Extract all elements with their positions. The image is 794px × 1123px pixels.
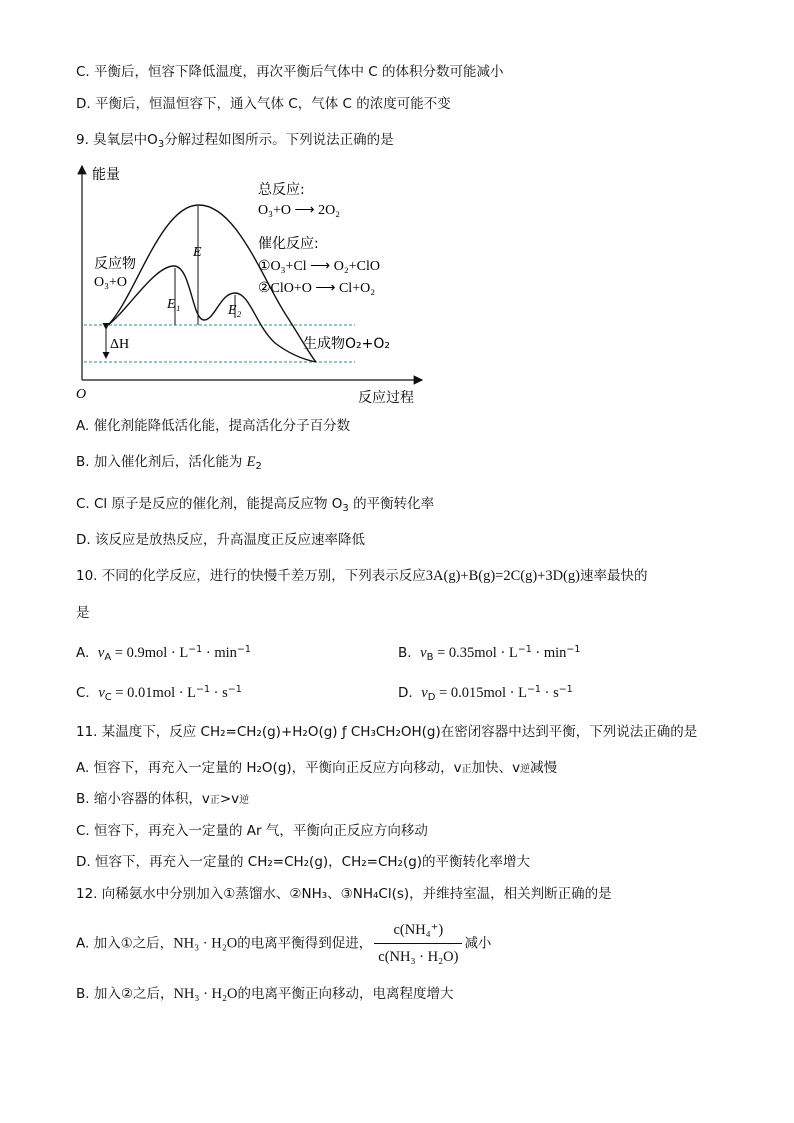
q11-option-a: A. 恒容下，再充入一定量的 H₂O(g)，平衡向正反应方向移动，v正加快、v逆减慢 bbox=[76, 760, 558, 776]
product-label: 生成物O₂+O₂ bbox=[303, 336, 390, 352]
catalysis-step-2: ②ClO+O ⟶ Cl+O₂ bbox=[258, 281, 376, 296]
q9-stem: 9. 臭氧层中$O_3$分解过程如图所示。下列说法正确的是 bbox=[76, 132, 394, 150]
energy-diagram bbox=[70, 158, 430, 408]
total-reaction-title: 总反应: bbox=[258, 182, 305, 198]
catalysis-step-1: ①O₃+Cl ⟶ O₂+ClO bbox=[258, 259, 380, 274]
catalysis-title: 催化反应: bbox=[258, 236, 319, 252]
q12-stem: 12. 向稀氨水中分别加入①蒸馏水、②NH₃、③NH₄Cl(s)，并维持室温，相关判断正确的是 bbox=[76, 886, 612, 902]
axis-y-label: 能量 bbox=[92, 167, 120, 183]
dH-label: ΔH bbox=[110, 337, 130, 352]
reactant-formula: O₃+O bbox=[94, 275, 127, 290]
q9-option-a: A. 催化剂能降低活化能，提高活化分子百分数 bbox=[76, 418, 351, 434]
fraction: $\frac{\text{c(NH₄⁺)}}{\text{c(NH₃ · H₂O)}}$ bbox=[374, 918, 462, 969]
q11-option-b: B. 缩小容器的体积，v正>v逆 bbox=[76, 791, 250, 807]
E-label: E bbox=[193, 245, 202, 260]
q8-option-c: C. 平衡后，恒容下降低温度，再次平衡后气体中 C 的体积分数可能减小 bbox=[76, 64, 504, 80]
q11-stem: 11. 某温度下，反应 CH₂=CH₂(g)+H₂O(g) ƒ CH₃CH₂OH(g)在密闭容器中达到平衡，下列说法正确的是 bbox=[76, 724, 698, 740]
reactant-label: 反应物 bbox=[94, 256, 136, 272]
q11-option-d: D. 恒容下，再充入一定量的 CH₂=CH₂(g)，CH₂=CH₂(g)的平衡转化率增大 bbox=[76, 854, 531, 870]
q9-option-d: D. 该反应是放热反应，升高温度正反应速率降低 bbox=[76, 532, 365, 548]
q10-option-b: B. $v_B = 0.35mol \cdot L^{-1} \cdot \min^{-1}$ bbox=[398, 644, 581, 663]
q10-stem: 10. 不同的化学反应，进行的快慢千差万别，下列表示反应3A(g)+B(g)=2C(g)+3D(g)速率最快的 bbox=[76, 568, 648, 584]
q9-option-b: B. 加入催化剂后，活化能为 $E_2$ bbox=[76, 454, 262, 472]
q10-option-c: C. $v_C = 0.01mol \cdot L^{-1} \cdot s^{-1}$ bbox=[76, 684, 242, 703]
E2-label: E₂ bbox=[228, 303, 242, 318]
q12-option-b: B. 加入②之后，NH₃ · H₂O的电离平衡正向移动，电离程度增大 bbox=[76, 986, 454, 1002]
q10-stem-cont: 是 bbox=[76, 605, 90, 621]
q10-option-d: D. $v_D = 0.015mol \cdot L^{-1} \cdot s^{-1}$ bbox=[398, 684, 573, 703]
q9-option-c: C. Cl 原子是反应的催化剂，能提高反应物 $O_3$ 的平衡转化率 bbox=[76, 496, 435, 514]
q10-option-a: A. $v_A = 0.9mol \cdot L^{-1} \cdot \min^{-1}$ bbox=[76, 644, 251, 663]
q8-option-d: D. 平衡后，恒温恒容下，通入气体 C，气体 C 的浓度可能不变 bbox=[76, 96, 451, 112]
total-reaction-eq: O₃+O ⟶ 2O₂ bbox=[258, 203, 341, 218]
origin-label: O bbox=[76, 387, 87, 402]
E1-label: E₁ bbox=[167, 297, 181, 312]
q11-option-c: C. 恒容下，再充入一定量的 Ar 气，平衡向正反应方向移动 bbox=[76, 823, 428, 839]
q12-option-a: A. 加入①之后，NH₃ · H₂O的电离平衡得到促进， $\frac{\text{c(NH₄⁺)}}{\text{c(NH₃ · H₂O)}}$ 减小 bbox=[76, 918, 491, 969]
axis-x-label: 反应过程 bbox=[358, 390, 414, 406]
